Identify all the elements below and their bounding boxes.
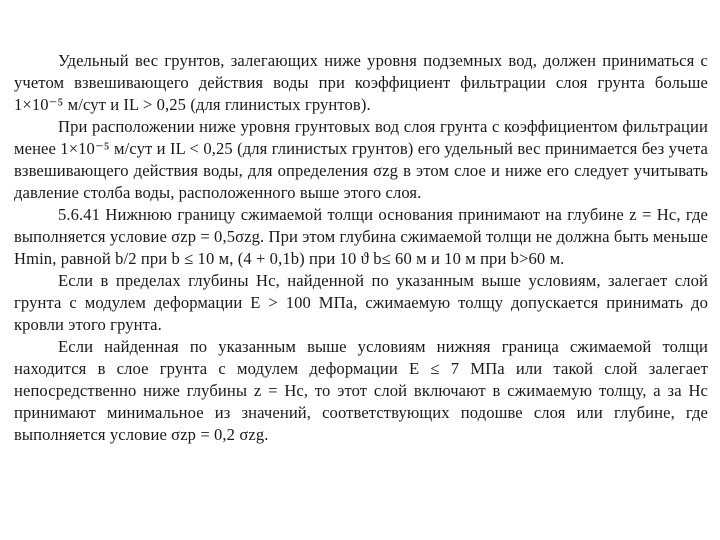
paragraph-4: Если в пределах глубины Hc, найденной по указанным выше условиям, залегает слой грунта с модулем деформации E > 100 МПа, сжимаемую толщу допускается принимать до кровли этого грунта. — [14, 271, 708, 334]
paragraph-2: При расположении ниже уровня грунтовых вод слоя грунта с коэффициентом фильтрации менее 1×10⁻⁵ м/сут и IL < 0,25 (для глинистых грунтов) его удельный вес принимается без учета взвешивающего действия воды, для определения σzg в этом слое и ниже его следует учитывать давление столба воды, расположенного выше этого слоя. — [14, 117, 708, 202]
paragraph-5: Если найденная по указанным выше условиям нижняя граница сжимаемой толщи находится в слое грунта с модулем деформации E ≤ 7 МПа или такой слой залегает непосредственно ниже глубины z = Hc, то этот слой включают в сжимаемую толщу, а за Hc принимают минимальное из значений, соответствующих подошве слоя или глубине, где выполняется условие σzp = 0,2 σzg. — [14, 337, 708, 444]
paragraph-1: Удельный вес грунтов, залегающих ниже уровня подземных вод, должен приниматься с учетом взвешивающего действия воды при коэффициент фильтрации слоя грунта больше 1×10⁻⁵ м/сут и IL > 0,25 (для глинистых грунтов). — [14, 51, 708, 114]
paragraph-3: 5.6.41 Нижнюю границу сжимаемой толщи основания принимают на глубине z = Hc, где выполняется условие σzp = 0,5σzg. При этом глубина сжимаемой толщи не должна быть меньше Hmin, равной b/2 при b ≤ 10 м, (4 + 0,1b) при 10 ϑ b≤ 60 м и 10 м при b>60 м. — [14, 205, 708, 268]
document-body — [14, 50, 708, 446]
